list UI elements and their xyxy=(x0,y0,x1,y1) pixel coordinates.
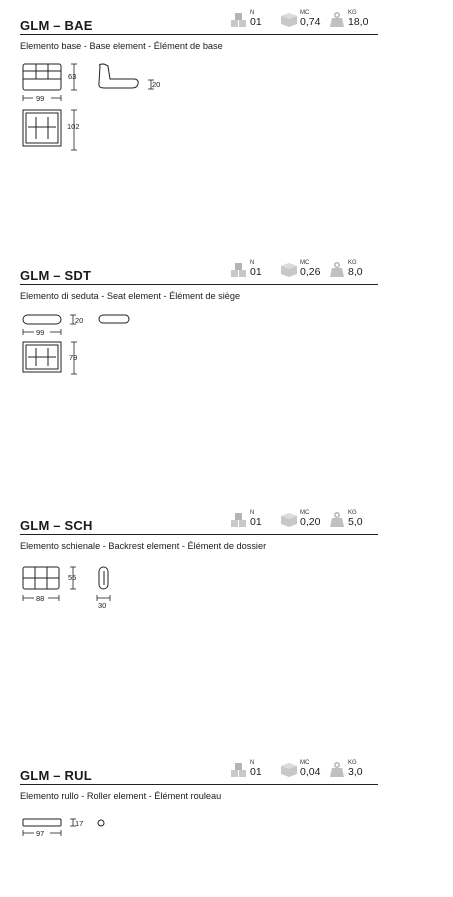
spec-label-kg: KG xyxy=(348,760,357,766)
front-view-drawing xyxy=(23,64,61,90)
product-description: Elemento schienale - Backrest element - Élément de dossier xyxy=(20,541,267,551)
dim-width-label: 99 xyxy=(36,94,45,103)
dim-width-label: 88 xyxy=(36,594,45,603)
side-view-drawing xyxy=(99,315,129,323)
spec-label-mc: MC xyxy=(300,760,310,766)
top-view-drawing xyxy=(23,342,61,372)
spec-value-mc: 0,74 xyxy=(300,16,321,28)
spec-value-mc: 0,04 xyxy=(300,766,321,778)
divider-line xyxy=(20,534,378,535)
spec-label-mc: MC xyxy=(300,260,310,266)
spec-value-n: 01 xyxy=(250,266,262,278)
product-code: GLM – RUL xyxy=(20,768,92,783)
spec-label-n: N xyxy=(250,760,255,766)
spec-value-kg: 8,0 xyxy=(348,266,363,278)
dim-height-label: 79 xyxy=(69,353,78,362)
box-icon xyxy=(280,12,298,28)
spec-value-n: 01 xyxy=(250,766,262,778)
dim-depth-label: 63 xyxy=(68,72,77,81)
dim-width-label: 99 xyxy=(36,328,45,337)
product-description: Elemento rullo - Roller element - Élément rouleau xyxy=(20,791,222,801)
spec-label-n: N xyxy=(250,260,255,266)
spec-label-n: N xyxy=(250,510,255,516)
product-description: Elemento di seduta - Seat element - Élément de siège xyxy=(20,291,241,301)
dim-side-label: 20 xyxy=(152,80,161,89)
front-view-drawing xyxy=(23,567,59,589)
technical-drawing xyxy=(20,566,180,666)
spec-value-kg: 3,0 xyxy=(348,766,363,778)
product-code: GLM – BAE xyxy=(20,18,93,33)
technical-drawing xyxy=(20,817,180,897)
spec-value-mc: 0,26 xyxy=(300,266,321,278)
technical-drawing xyxy=(20,63,180,203)
boxes-icon xyxy=(230,512,248,528)
side-view-drawing xyxy=(99,64,138,88)
dim-height-label: 102 xyxy=(67,122,80,131)
spec-value-kg: 18,0 xyxy=(348,16,369,28)
boxes-icon xyxy=(230,262,248,278)
spec-value-n: 01 xyxy=(250,16,262,28)
dim-depth-label: 30 xyxy=(98,601,107,610)
boxes-icon xyxy=(230,12,248,28)
box-icon xyxy=(280,512,298,528)
dim-width-label: 97 xyxy=(36,829,45,838)
spec-label-kg: KG xyxy=(348,10,357,16)
dim-height-label: 55 xyxy=(68,573,77,582)
divider-line xyxy=(20,34,378,35)
side-view-drawing xyxy=(99,567,108,589)
spec-value-n: 01 xyxy=(250,516,262,528)
weight-icon xyxy=(328,12,346,28)
boxes-icon xyxy=(230,762,248,778)
product-code: GLM – SCH xyxy=(20,518,93,533)
spec-label-mc: MC xyxy=(300,10,310,16)
box-icon xyxy=(280,762,298,778)
weight-icon xyxy=(328,512,346,528)
product-code: GLM – SDT xyxy=(20,268,92,283)
spec-label-kg: KG xyxy=(348,510,357,516)
weight-icon xyxy=(328,762,346,778)
side-view-drawing xyxy=(98,820,104,826)
weight-icon xyxy=(328,262,346,278)
spec-value-mc: 0,20 xyxy=(300,516,321,528)
divider-line xyxy=(20,784,378,785)
divider-line xyxy=(20,284,378,285)
product-description: Elemento base - Base element - Élément de base xyxy=(20,41,223,51)
top-view-drawing xyxy=(23,110,61,146)
spec-label-kg: KG xyxy=(348,260,357,266)
box-icon xyxy=(280,262,298,278)
front-view-drawing xyxy=(23,315,61,324)
spec-label-mc: MC xyxy=(300,510,310,516)
front-view-drawing xyxy=(23,819,61,826)
spec-value-kg: 5,0 xyxy=(348,516,363,528)
dim-side-label: 17 xyxy=(75,819,84,828)
dim-side-label: 20 xyxy=(75,316,84,325)
technical-drawing xyxy=(20,313,180,433)
spec-label-n: N xyxy=(250,10,255,16)
